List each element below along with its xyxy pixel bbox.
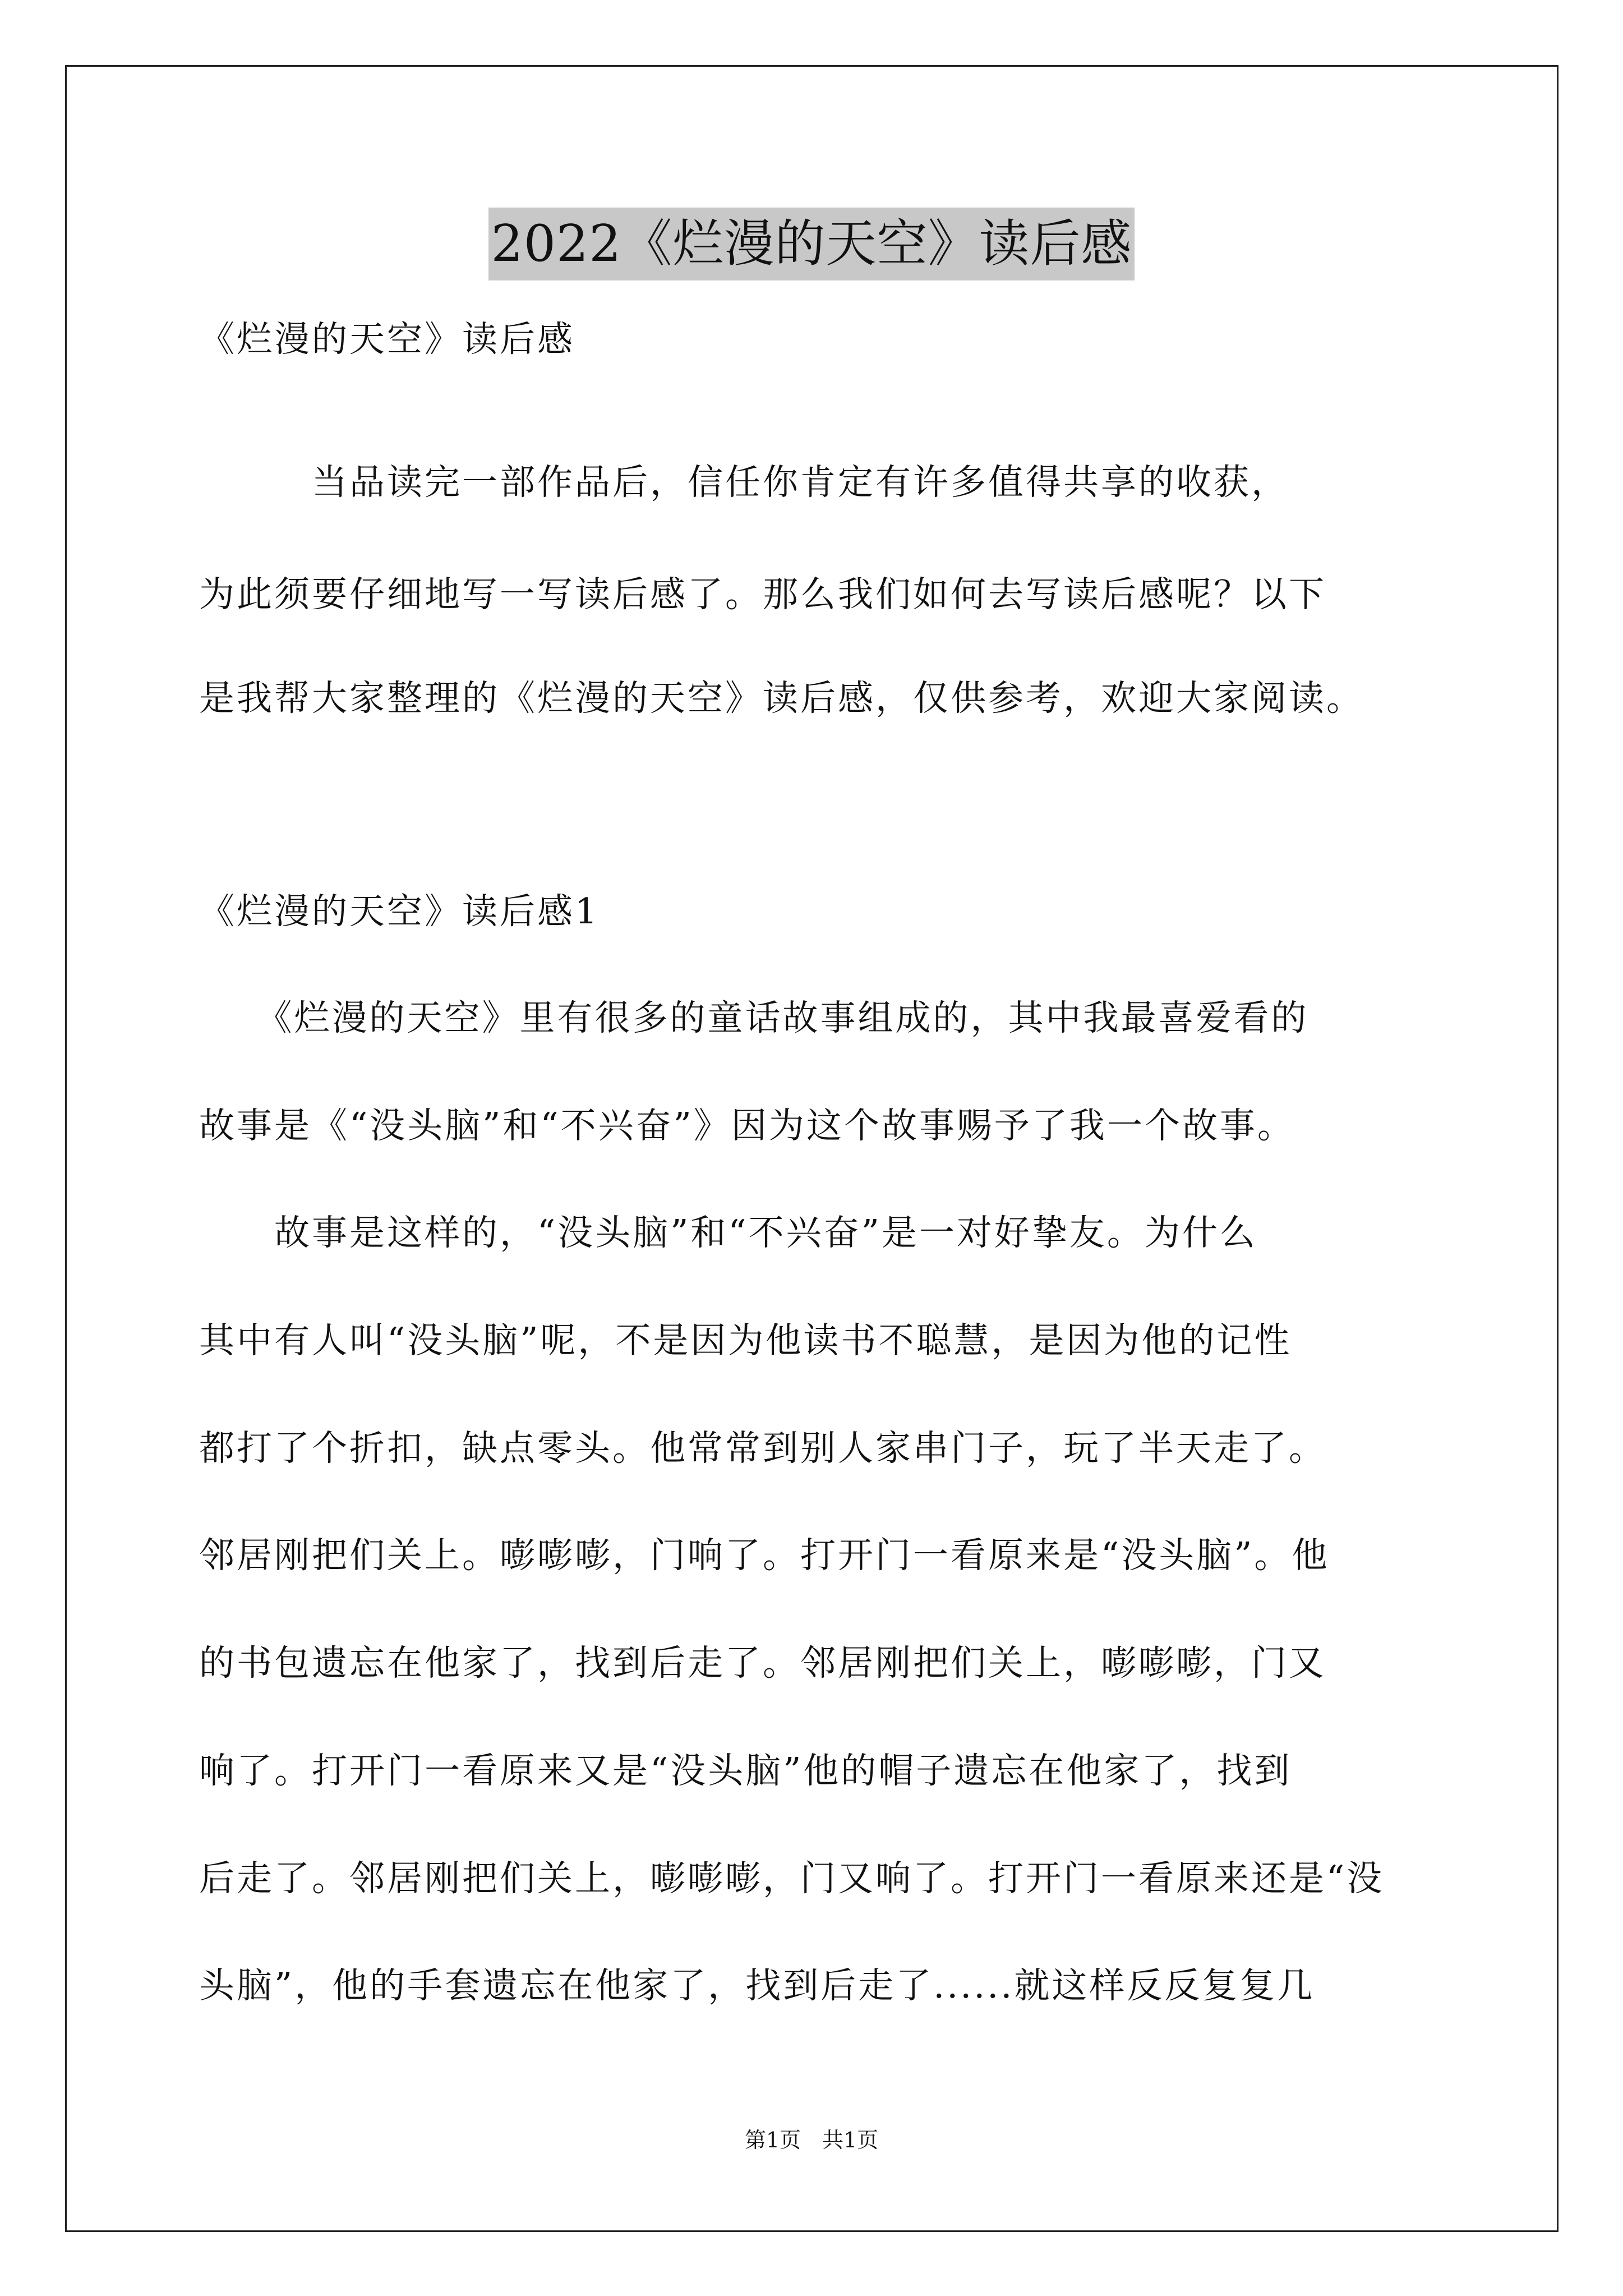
paragraph-line: 都打了个折扣，缺点零头。他常常到别人家串门子，玩了半天走了。 <box>199 1428 1326 1469</box>
paragraph-line: 当品读完一部作品后，信任你肯定有许多值得共享的收获， <box>199 462 1289 503</box>
section-heading: 《烂漫的天空》读后感1 <box>199 891 600 932</box>
page-footer: 第1页 共1页 <box>744 2128 879 2152</box>
paragraph-line: 其中有人叫“没头脑”呢，不是因为他读书不聪慧，是因为他的记性 <box>199 1320 1292 1361</box>
paragraph-line: 是我帮大家整理的《烂漫的天空》读后感，仅供参考，欢迎大家阅读。 <box>199 678 1364 719</box>
paragraph-line: 响了。打开门一看原来又是“没头脑”他的帽子遗忘在他家了，找到 <box>199 1750 1292 1791</box>
paragraph-line: 邻居刚把们关上。嘭嘭嘭，门响了。打开门一看原来是“没头脑”。他 <box>199 1535 1330 1576</box>
paragraph-line: 的书包遗忘在他家了，找到后走了。邻居刚把们关上，嘭嘭嘭，门又 <box>199 1642 1326 1683</box>
paragraph-line: 故事是这样的，“没头脑”和“不兴奋”是一对好挚友。为什么 <box>199 1212 1257 1253</box>
paragraph-line: 故事是《“没头脑”和“不兴奋”》因为这个故事赐予了我一个故事。 <box>199 1105 1295 1146</box>
paragraph-line: 为此须要仔细地写一写读后感了。那么我们如何去写读后感呢？以下 <box>199 574 1326 615</box>
paragraph-line: 后走了。邻居刚把们关上，嘭嘭嘭，门又响了。打开门一看原来还是“没 <box>199 1858 1385 1899</box>
subtitle-line: 《烂漫的天空》读后感 <box>199 319 575 360</box>
paragraph-line: 头脑”，他的手套遗忘在他家了，找到后走了......就这样反反复复几 <box>199 1965 1315 2006</box>
document-title: 2022《烂漫的天空》读后感 <box>488 208 1134 280</box>
title-container <box>0 208 1623 280</box>
paragraph-line: 《烂漫的天空》里有很多的童话故事组成的，其中我最喜爱看的 <box>199 997 1309 1038</box>
